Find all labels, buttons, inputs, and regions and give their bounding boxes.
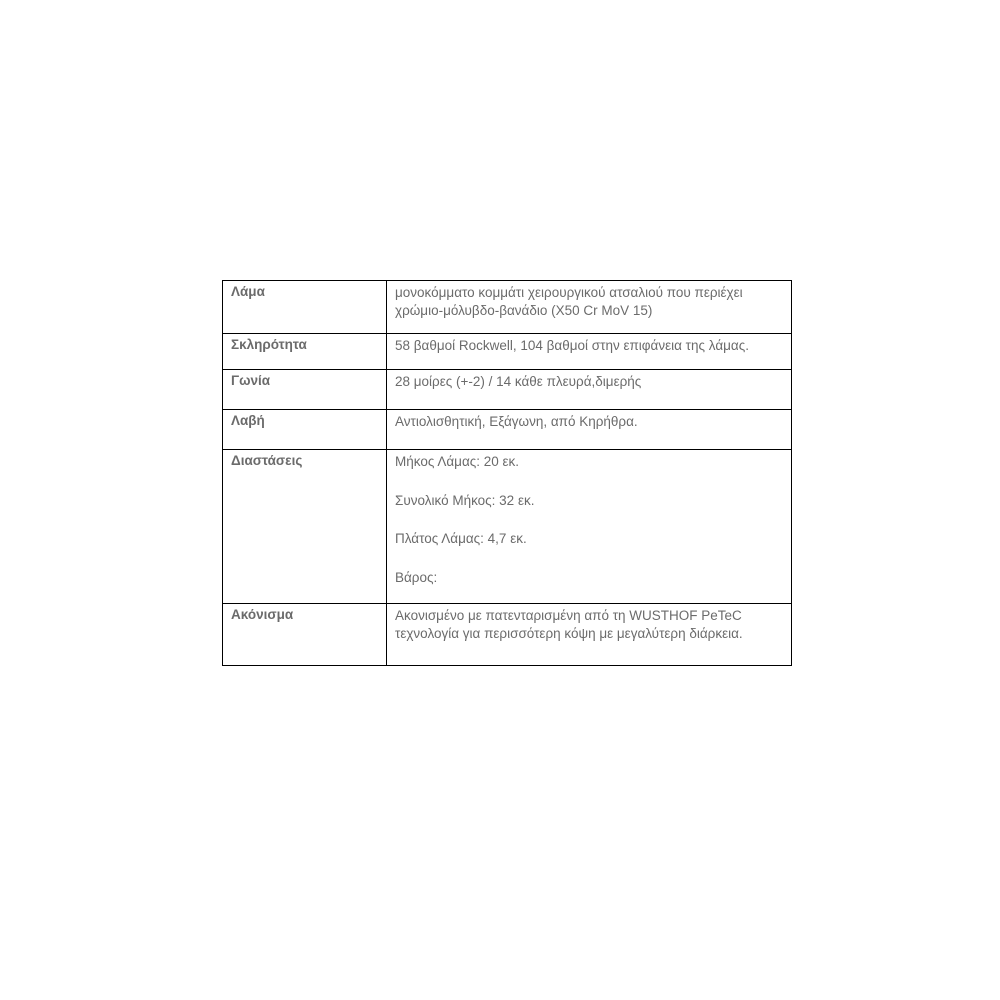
- spec-value-line: Πλάτος Λάμας: 4,7 εκ.: [395, 531, 527, 546]
- spec-value-line: τεχνολογία για περισσότερη κόψη με μεγαλύτερη διάρκεια.: [395, 626, 743, 641]
- spec-value-line: 58 βαθμοί Rockwell, 104 βαθμοί στην επιφάνεια της λάμας.: [395, 338, 749, 353]
- spec-label: Διαστάσεις: [223, 450, 387, 604]
- spec-row-blade: [223, 281, 792, 334]
- spec-value: [387, 410, 792, 450]
- spec-label: Λάμα: [223, 281, 387, 334]
- spec-row-sharpening: [223, 604, 792, 666]
- spec-value-line: 28 μοίρες (+-2) / 14 κάθε πλευρά,διμερής: [395, 374, 642, 389]
- spec-row-angle: [223, 370, 792, 410]
- spec-value-line: Βάρος:: [395, 569, 438, 585]
- spec-value: [387, 370, 792, 410]
- spec-label: Ακόνισμα: [223, 604, 387, 666]
- spec-value: [387, 281, 792, 334]
- spec-value: [387, 334, 792, 370]
- spec-label: Γωνία: [223, 370, 387, 410]
- spec-row-dimensions: [223, 450, 792, 604]
- spec-row-handle: [223, 410, 792, 450]
- spec-value-line: Ακονισμένο με πατενταρισμένη από τη WUSTHOF PeTeC: [395, 608, 742, 623]
- spec-value-line: μονοκόμματο κομμάτι χειρουργικού ατσαλιού που περιέχει: [395, 285, 743, 300]
- spec-value: [387, 450, 792, 604]
- spec-value: [387, 604, 792, 666]
- spec-label: Λαβή: [223, 410, 387, 450]
- knife-spec-table: [222, 280, 792, 666]
- spec-label: Σκληρότητα: [223, 334, 387, 370]
- spec-value-line: Αντιολισθητική, Εξάγωνη, από Κηρήθρα.: [395, 414, 638, 429]
- spec-value-line: χρώμιο-μόλυβδο-βανάδιο (X50 Cr MoV 15): [395, 303, 653, 318]
- spec-value-line: Συνολικό Μήκος: 32 εκ.: [395, 492, 535, 508]
- spec-value-line: Μήκος Λάμας: 20 εκ.: [395, 454, 520, 469]
- spec-row-hardness: [223, 334, 792, 370]
